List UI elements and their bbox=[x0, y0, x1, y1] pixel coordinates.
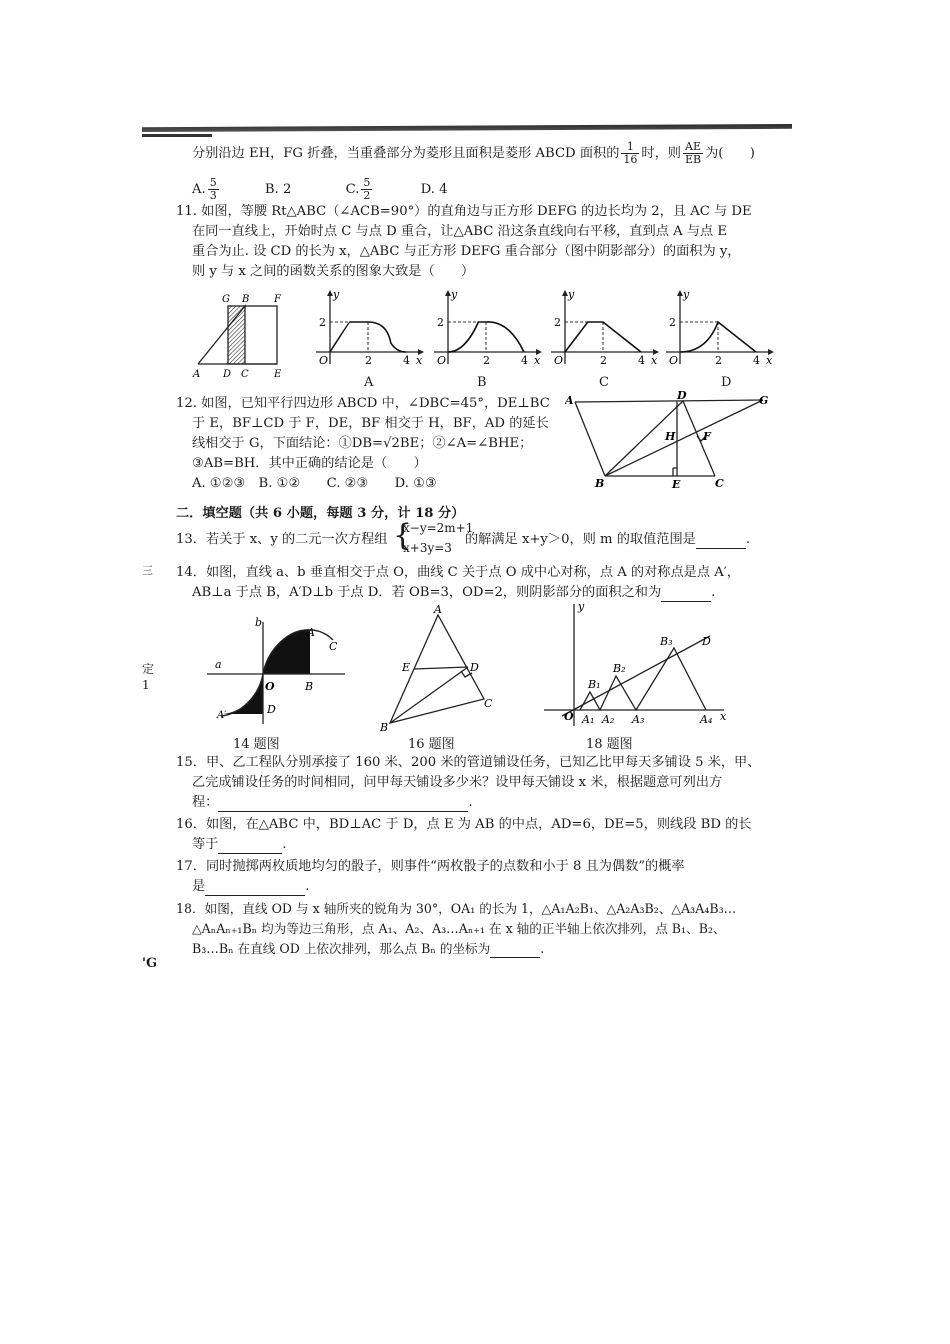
q10-opt-a: A. bbox=[192, 182, 206, 197]
q17-answer-blank[interactable] bbox=[205, 895, 305, 896]
q11-label-c: C bbox=[241, 369, 249, 380]
q10-opt-a-num: 5 bbox=[209, 176, 217, 189]
q11-graph-b bbox=[428, 288, 548, 370]
fig14-label-b-axis: b bbox=[255, 616, 263, 629]
q12-label-a: A bbox=[565, 394, 574, 407]
q10-text-b: 时，则 bbox=[641, 146, 681, 161]
q11-label-a: A bbox=[193, 369, 201, 380]
q12-label-g: G bbox=[759, 394, 769, 407]
q16-line1: 16．如图，在△ABC 中，BD⊥AC 于 D，点 E 为 AB 的中点，AD=6，DE=5，则线段 BD 的长 bbox=[176, 817, 752, 832]
origin-label: O bbox=[437, 354, 447, 367]
q18-line3 bbox=[192, 940, 544, 958]
fig16-label-d: D bbox=[470, 661, 479, 674]
q10-ratio bbox=[683, 141, 703, 166]
q12-label-f: F bbox=[703, 430, 711, 443]
q10-opt-d: D. 4 bbox=[420, 182, 448, 197]
section2-heading: 二．填空题（共 6 小题，每题 3 分，计 18 分） bbox=[176, 506, 465, 521]
q12-label-d: D bbox=[677, 389, 687, 402]
q10-ratio-num: AE bbox=[683, 141, 703, 154]
origin-label: O bbox=[669, 354, 679, 367]
origin-label: O bbox=[319, 354, 329, 367]
q11-line3: 重合为止. 设 CD 的长为 x，△ABC 与正方形 DEFG 重合部分（图中阴影部分）的面积为 y， bbox=[192, 244, 741, 259]
q16-line2-text: 等于 bbox=[192, 837, 219, 852]
q11-line1: 11. 如图，等腰 Rt△ABC（∠ACB=90°）的直角边与正方形 DEFG 的边长均为 2，且 AC 与 DE bbox=[176, 204, 752, 219]
q12-label-c: C bbox=[715, 477, 724, 490]
fig18-caption: 18 题图 bbox=[586, 737, 633, 752]
q13-text-a: 13．若关于 x、y 的二元一次方程组 bbox=[176, 532, 388, 547]
fig14-caption: 14 题图 bbox=[233, 737, 280, 752]
q12-line3c: BE；②∠A=∠BHE； bbox=[399, 436, 533, 451]
q15-answer-blank[interactable] bbox=[218, 811, 468, 812]
q17-line2-text: 是 bbox=[192, 879, 206, 894]
fig18 bbox=[540, 598, 740, 730]
q11-label-g: G bbox=[222, 294, 230, 305]
q11-graph-d bbox=[660, 288, 780, 370]
fig16-label-e: E bbox=[402, 661, 411, 674]
fig18-label-b1: B₁ bbox=[588, 678, 601, 691]
q10-stem bbox=[192, 141, 755, 166]
q10-fraction bbox=[621, 141, 639, 166]
tick-2-x: 2 bbox=[483, 354, 490, 367]
q17-period: . bbox=[305, 879, 310, 894]
tick-2-y: 2 bbox=[437, 316, 444, 329]
q15-line3-text: 程： bbox=[192, 795, 219, 810]
q18-line1: 18．如图，直线 OD 与 x 轴所夹的锐角为 30°，OA₁ 的长为 1，△A₁A₂B₁、△A₂A₃B₂、△A₃A₄B₃… bbox=[176, 901, 737, 916]
margin-mark-1: 三 bbox=[142, 564, 153, 577]
q15-line2: 乙完成铺设任务的时间相同，问甲每天铺设多少米？设甲每天铺设 x 米，根据题意可列出方 bbox=[192, 775, 723, 790]
q16-period: . bbox=[282, 837, 287, 852]
q11-graph-a bbox=[310, 288, 430, 370]
q11-option-b-label: B bbox=[477, 375, 487, 390]
q10-opt-c-den: 2 bbox=[363, 189, 371, 202]
y-label: y bbox=[333, 288, 340, 301]
tick-2-y: 2 bbox=[319, 316, 326, 329]
q12-line2: 于 E，BF⊥CD 于 F，DE，BF 相交于 H，BF，AD 的延长 bbox=[192, 416, 549, 431]
q12-label-e: E bbox=[672, 478, 681, 491]
q11-figure bbox=[190, 288, 290, 380]
margin-mark-2: 定 bbox=[142, 662, 155, 676]
q12-label-b: B bbox=[595, 477, 605, 490]
fig14-label-c: C bbox=[329, 640, 338, 653]
q16-answer-blank[interactable] bbox=[218, 853, 282, 854]
margin-mark-4: 'G bbox=[142, 956, 158, 971]
q14-line2-text: AB⊥a 于点 B，A′D⊥b 于点 D．若 OB=3，OD=2，则阴影部分的面积之和为 bbox=[192, 585, 662, 600]
q11-line2: 在同一直线上，开始时点 C 与点 D 重合，让△ABC 沿这条直线向右平移，直到点 A 与点 E bbox=[192, 224, 728, 239]
q11-label-b: B bbox=[242, 294, 250, 305]
q15-line1: 15．甲、乙工程队分别承接了 160 米、200 米的管道铺设任务，已知乙比甲每天多铺设 5 米，甲、 bbox=[176, 755, 761, 770]
q18-answer-blank[interactable] bbox=[490, 957, 540, 958]
q18-line2: △AₙAₙ₊₁Bₙ 均为等边三角形，点 A₁、A₂、A₃…Aₙ₊₁ 在 x 轴的正半轴上依次排列，点 B₁、B₂、 bbox=[192, 921, 726, 936]
fig18-label-y: y bbox=[578, 600, 585, 613]
q12-sqrt: √2 bbox=[383, 436, 400, 451]
q10-opt-b: B. 2 bbox=[264, 182, 292, 197]
fig14-label-a: A bbox=[307, 626, 315, 639]
q16-line2 bbox=[192, 836, 287, 854]
q13-text-b: 的解满足 x+y＞0，则 m 的取值范围是 bbox=[465, 532, 696, 547]
tick-2-x: 2 bbox=[365, 354, 372, 367]
fig14-label-b: B bbox=[305, 680, 314, 693]
q12-label-h: H bbox=[665, 430, 676, 443]
fig18-label-a1: A₁ bbox=[582, 713, 595, 726]
x-label: x bbox=[416, 354, 423, 367]
tick-4-x: 4 bbox=[753, 354, 760, 367]
fig16-caption: 16 题图 bbox=[408, 737, 455, 752]
tick-2-x: 2 bbox=[715, 354, 722, 367]
q10-text-c: 为( ) bbox=[705, 146, 755, 161]
fig18-label-a2: A₂ bbox=[602, 713, 615, 726]
fig18-label-d: D bbox=[702, 635, 711, 648]
q15-line3 bbox=[192, 794, 473, 812]
q14-period: . bbox=[711, 585, 716, 600]
tick-4-x: 4 bbox=[638, 354, 645, 367]
q12-options: A. ①②③ B. ①② C. ②③ D. ①③ bbox=[192, 476, 437, 491]
fig18-label-b3: B₃ bbox=[660, 635, 673, 648]
q14-line1: 14．如图，直线 a、b 垂直相交于点 O，曲线 C 关于点 O 成中心对称，点 A 的对称点是点 A′， bbox=[176, 565, 740, 580]
x-label: x bbox=[534, 354, 541, 367]
tick-4-x: 4 bbox=[403, 354, 410, 367]
header-rule bbox=[142, 124, 792, 132]
q11-label-f: F bbox=[274, 294, 281, 305]
q18-period: . bbox=[540, 941, 545, 956]
fig18-label-b2: B₂ bbox=[613, 662, 626, 675]
x-label: x bbox=[766, 354, 773, 367]
q11-option-c-label: C bbox=[599, 375, 609, 390]
fig14-label-d: D bbox=[267, 703, 276, 716]
q11-graph-c bbox=[545, 288, 665, 370]
q17-line2 bbox=[192, 878, 309, 896]
q10-frac-num: 1 bbox=[621, 141, 639, 154]
fig18-label-a3: A₃ bbox=[632, 713, 645, 726]
q10-opt-c-frac bbox=[361, 177, 372, 202]
y-label: y bbox=[568, 288, 575, 301]
fig14 bbox=[205, 612, 355, 730]
fig18-label-x: x bbox=[720, 710, 727, 723]
x-label: x bbox=[651, 354, 658, 367]
q13-period: . bbox=[745, 532, 751, 547]
header-rule-small bbox=[142, 134, 212, 137]
q10-ratio-den: EB bbox=[684, 153, 702, 166]
fig16-label-a: A bbox=[434, 605, 442, 616]
q13-answer-blank[interactable] bbox=[696, 548, 746, 549]
q11-label-d: D bbox=[223, 369, 232, 380]
q11-line4: 则 y 与 x 之间的函数关系的图象大致是（ ） bbox=[192, 264, 475, 279]
q11-shaded-region bbox=[228, 306, 245, 364]
fig18-label-a4: A₄ bbox=[700, 713, 713, 726]
q10-opt-a-frac bbox=[208, 177, 219, 202]
q12-line1: 12. 如图，已知平行四边形 ABCD 中，∠DBC=45°，DE⊥BC bbox=[176, 396, 550, 411]
q17-line1: 17．同时抛掷两枚质地均匀的骰子，则事件“两枚骰子的点数和小于 8 且为偶数”的概率 bbox=[176, 859, 685, 874]
y-label: y bbox=[683, 288, 690, 301]
q12-figure bbox=[565, 388, 775, 492]
q13-text-b-wrap bbox=[465, 531, 750, 549]
q10-options bbox=[192, 177, 448, 202]
q13-brace: { bbox=[393, 518, 413, 553]
q12-line4: ③AB=BH．其中正确的结论是（ ） bbox=[192, 456, 427, 471]
q10-text-a: 分别沿边 EH，FG 折叠，当重叠部分为菱形且面积是菱形 ABCD 面积的 bbox=[192, 146, 620, 161]
tick-4-x: 4 bbox=[521, 354, 528, 367]
q13-eq1: x−y=2m+1 bbox=[403, 521, 474, 535]
fig14-label-a-axis: a bbox=[215, 658, 222, 671]
q12-line3a: 线相交于 G，下面结论：①DB= bbox=[192, 436, 384, 451]
tick-2-x: 2 bbox=[600, 354, 607, 367]
fig16 bbox=[372, 605, 502, 733]
fig18-label-o: O bbox=[564, 710, 574, 723]
fig16-label-b: B bbox=[380, 721, 389, 733]
fig14-label-o: O bbox=[265, 680, 275, 693]
fig16-label-c: C bbox=[484, 697, 493, 710]
fig14-shade-bottom bbox=[223, 674, 263, 714]
q11-option-d-label: D bbox=[721, 375, 732, 390]
q15-period: . bbox=[468, 795, 473, 810]
q11-label-e: E bbox=[274, 369, 282, 380]
q18-line3-text: B₃…Bₙ 在直线 OD 上依次排列，那么点 Bₙ 的坐标为 bbox=[192, 941, 491, 956]
y-label: y bbox=[451, 288, 458, 301]
q11-option-a-label: A bbox=[364, 375, 374, 390]
q10-frac-den: 16 bbox=[623, 153, 638, 166]
q12-line3 bbox=[192, 435, 532, 453]
origin-label: O bbox=[554, 354, 564, 367]
q13-eq2: x+3y=3 bbox=[403, 541, 452, 555]
q10-opt-a-den: 3 bbox=[209, 189, 217, 202]
margin-mark-3: 1 bbox=[142, 678, 150, 692]
q10-opt-c: C. bbox=[345, 182, 360, 197]
fig14-label-a-prime: A′ bbox=[217, 710, 227, 721]
q10-opt-c-num: 5 bbox=[363, 176, 371, 189]
tick-2-y: 2 bbox=[554, 316, 561, 329]
tick-2-y: 2 bbox=[669, 316, 676, 329]
